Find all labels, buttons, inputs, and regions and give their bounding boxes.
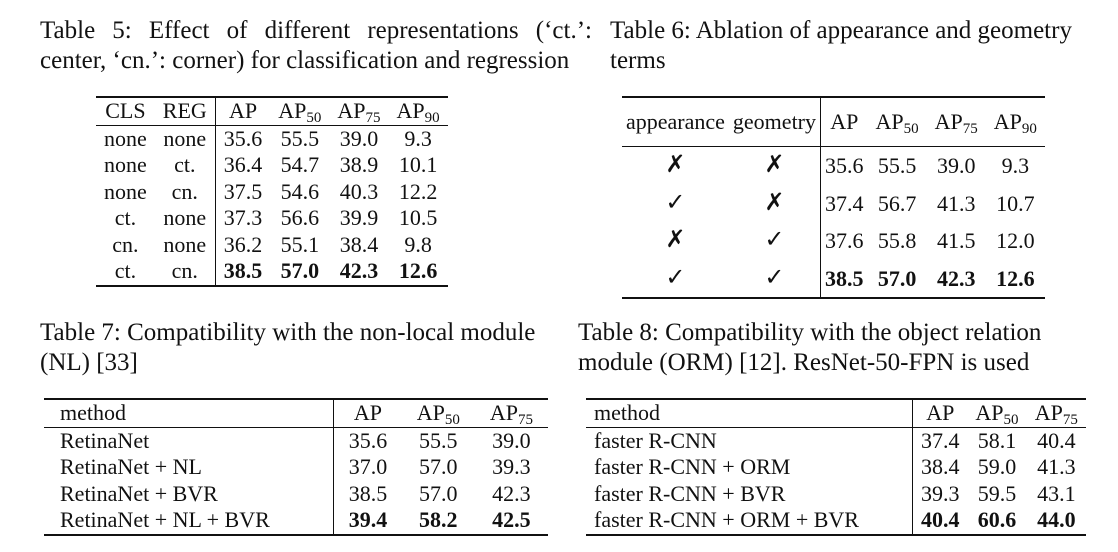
table-cell: 9.3 (1001, 153, 1030, 178)
table-row (96, 232, 448, 259)
table6-caption: Table 6: Ablation of appearance and geometry terms (610, 17, 1072, 74)
table8-caption: Table 8: Compatibility with the object relation module (ORM) [12]. ResNet-50-FPN is used (578, 319, 1042, 376)
t8-header-ap50: $AP_{50}$ (967, 399, 1026, 427)
table-cell: faster R-CNN (586, 427, 913, 454)
table-cell: 9.8 (404, 231, 432, 257)
table-cell: 54.6 (280, 178, 320, 204)
t5-header-ap90: $AP_{90}$ (389, 97, 448, 125)
table5 (96, 96, 448, 287)
table-cell: 57.0 (419, 454, 458, 479)
table-cell: 12.6 (398, 258, 438, 283)
t6-header-ap75: $AP_{75}$ (927, 97, 986, 147)
table-cell: 39.0 (339, 125, 379, 151)
table-cell: 39.3 (921, 480, 960, 506)
table-cell: 37.4 (825, 190, 864, 216)
check-icon: ✓ (729, 260, 821, 299)
table7 (44, 398, 548, 536)
table-row (586, 481, 1086, 508)
table6 (622, 96, 1045, 299)
table-cell: RetinaNet (44, 427, 334, 454)
table-cell: 38.5 (223, 258, 263, 283)
table-cell: 57.0 (280, 258, 320, 283)
table-cell: 10.5 (398, 205, 438, 230)
table-cell: 37.6 (825, 228, 864, 253)
table-row (44, 427, 548, 454)
table-row (586, 427, 1086, 454)
table-cell: 56.7 (877, 190, 917, 216)
table-cell: 57.0 (419, 480, 458, 506)
table-row (622, 185, 1045, 223)
table-cell: ct. (114, 258, 137, 283)
t7-header-ap75: $AP_{75}$ (475, 399, 548, 427)
table-cell: 12.0 (996, 228, 1035, 253)
t6-header-ap90: $AP_{90}$ (986, 97, 1045, 147)
table-cell: cn. (155, 179, 216, 206)
table-cell: 54.7 (280, 152, 320, 177)
t5-header-ap50: $AP_{50}$ (270, 97, 329, 125)
table-row (622, 222, 1045, 260)
table-cell: 41.3 (936, 190, 976, 216)
table-cell: 42.3 (936, 265, 976, 291)
table-cell: 59.5 (977, 480, 1017, 506)
table-cell: 42.3 (339, 258, 379, 283)
table-cell: none (155, 232, 216, 259)
table-cell: none (155, 205, 216, 232)
table-cell: 36.2 (223, 231, 263, 257)
table-cell: 40.4 (1037, 427, 1076, 453)
t5-header-cls: CLS (96, 97, 155, 125)
table-cell: 60.6 (977, 507, 1017, 532)
table-cell: 59.0 (977, 454, 1017, 479)
table-cell: 38.4 (921, 454, 960, 479)
table-row (96, 205, 448, 232)
table-cell: 41.5 (936, 228, 976, 253)
table-cell: cn. (155, 258, 216, 286)
check-icon: ✓ (665, 189, 686, 216)
table-cell: 37.3 (223, 205, 263, 230)
table-cell: 12.6 (996, 265, 1035, 291)
t8-header-ap: AP (913, 399, 968, 427)
t5-header-ap: AP (215, 97, 270, 125)
table-cell: 39.0 (936, 153, 976, 178)
table-cell: 39.9 (339, 205, 379, 230)
t7-header-ap: AP (334, 399, 402, 427)
table-row (96, 179, 448, 206)
check-icon: ✓ (729, 222, 821, 260)
table-cell: 38.5 (825, 265, 864, 291)
table-cell: 55.5 (280, 125, 320, 151)
t5-header-ap75: $AP_{75}$ (329, 97, 388, 125)
table-cell: 35.6 (223, 125, 263, 151)
table-row (586, 507, 1086, 535)
table-cell: 42.5 (492, 507, 531, 532)
table-cell: 55.1 (280, 231, 320, 257)
cross-icon: ✗ (665, 152, 686, 178)
t6-header-geometry: geometry (729, 97, 821, 147)
table-cell: 37.5 (223, 178, 263, 204)
table-cell: 39.3 (492, 454, 531, 479)
table-row (96, 152, 448, 179)
table-row (622, 147, 1045, 185)
table-cell: faster R-CNN + BVR (586, 481, 913, 508)
table-cell: RetinaNet + NL (44, 454, 334, 481)
table5-caption: Table 5: Effect of different representations (‘ct.’: center, ‘cn.’: corner) for classification and regression (40, 17, 592, 74)
t5-header-reg: REG (155, 97, 216, 125)
table-cell: 37.4 (921, 427, 960, 453)
t8-header-ap75: $AP_{75}$ (1027, 399, 1086, 427)
table-cell: 55.8 (877, 228, 917, 253)
cross-icon: ✗ (729, 147, 821, 185)
table-cell: ct. (114, 205, 137, 230)
table-cell: 41.3 (1037, 454, 1076, 479)
table-cell: RetinaNet + NL + BVR (44, 507, 334, 535)
table-cell: RetinaNet + BVR (44, 481, 334, 508)
t7-header-ap50: $AP_{50}$ (402, 399, 475, 427)
table-cell: 38.5 (348, 480, 388, 506)
table-cell: 55.5 (419, 427, 458, 453)
table-cell: cn. (112, 231, 139, 257)
table-cell: 40.3 (339, 178, 379, 204)
table-cell: 35.6 (348, 427, 388, 453)
table-cell: 42.3 (492, 480, 531, 506)
t8-header-method: method (586, 399, 913, 427)
table-cell: 58.2 (419, 507, 458, 532)
table-cell: none (104, 178, 147, 204)
table-cell: 58.1 (977, 427, 1017, 453)
t6-header-ap50: $AP_{50}$ (868, 97, 927, 147)
table-row (622, 260, 1045, 299)
table-cell: 35.6 (825, 153, 864, 178)
table-cell: 39.4 (348, 507, 388, 532)
table-cell: 10.7 (996, 190, 1035, 216)
table-row (586, 454, 1086, 481)
table-row (44, 454, 548, 481)
t6-header-ap: AP (821, 97, 868, 147)
table-cell: 10.1 (398, 152, 438, 177)
table8 (586, 398, 1086, 536)
table-cell: 40.4 (921, 507, 960, 532)
table-row (96, 125, 448, 152)
table-cell: 55.5 (877, 153, 917, 178)
table-cell: 38.9 (339, 152, 379, 177)
table7-caption: Table 7: Compatibility with the non-local module (NL) [33] (40, 319, 536, 376)
table-cell: 44.0 (1037, 507, 1076, 532)
table-cell: ct. (155, 152, 216, 179)
table-cell: 43.1 (1037, 480, 1076, 506)
table-cell: none (104, 152, 147, 177)
check-icon: ✓ (665, 264, 686, 291)
table-row (96, 258, 448, 286)
table-cell: 39.0 (492, 427, 531, 453)
table-cell: none (155, 125, 216, 152)
table-cell: 9.3 (404, 125, 432, 151)
table-cell: none (104, 125, 147, 151)
table-row (44, 507, 548, 535)
cross-icon: ✗ (665, 227, 686, 253)
t7-header-method: method (44, 399, 334, 427)
table-cell: 38.4 (339, 231, 379, 257)
table-cell: faster R-CNN + ORM (586, 454, 913, 481)
table-cell: faster R-CNN + ORM + BVR (586, 507, 913, 535)
table-cell: 12.2 (398, 178, 438, 204)
table-cell: 37.0 (348, 454, 388, 479)
table-cell: 57.0 (877, 265, 917, 291)
table-cell: 36.4 (223, 152, 263, 177)
cross-icon: ✗ (729, 185, 821, 223)
table-row (44, 481, 548, 508)
table-cell: 56.6 (280, 205, 320, 230)
t6-header-appearance: appearance (622, 97, 729, 147)
